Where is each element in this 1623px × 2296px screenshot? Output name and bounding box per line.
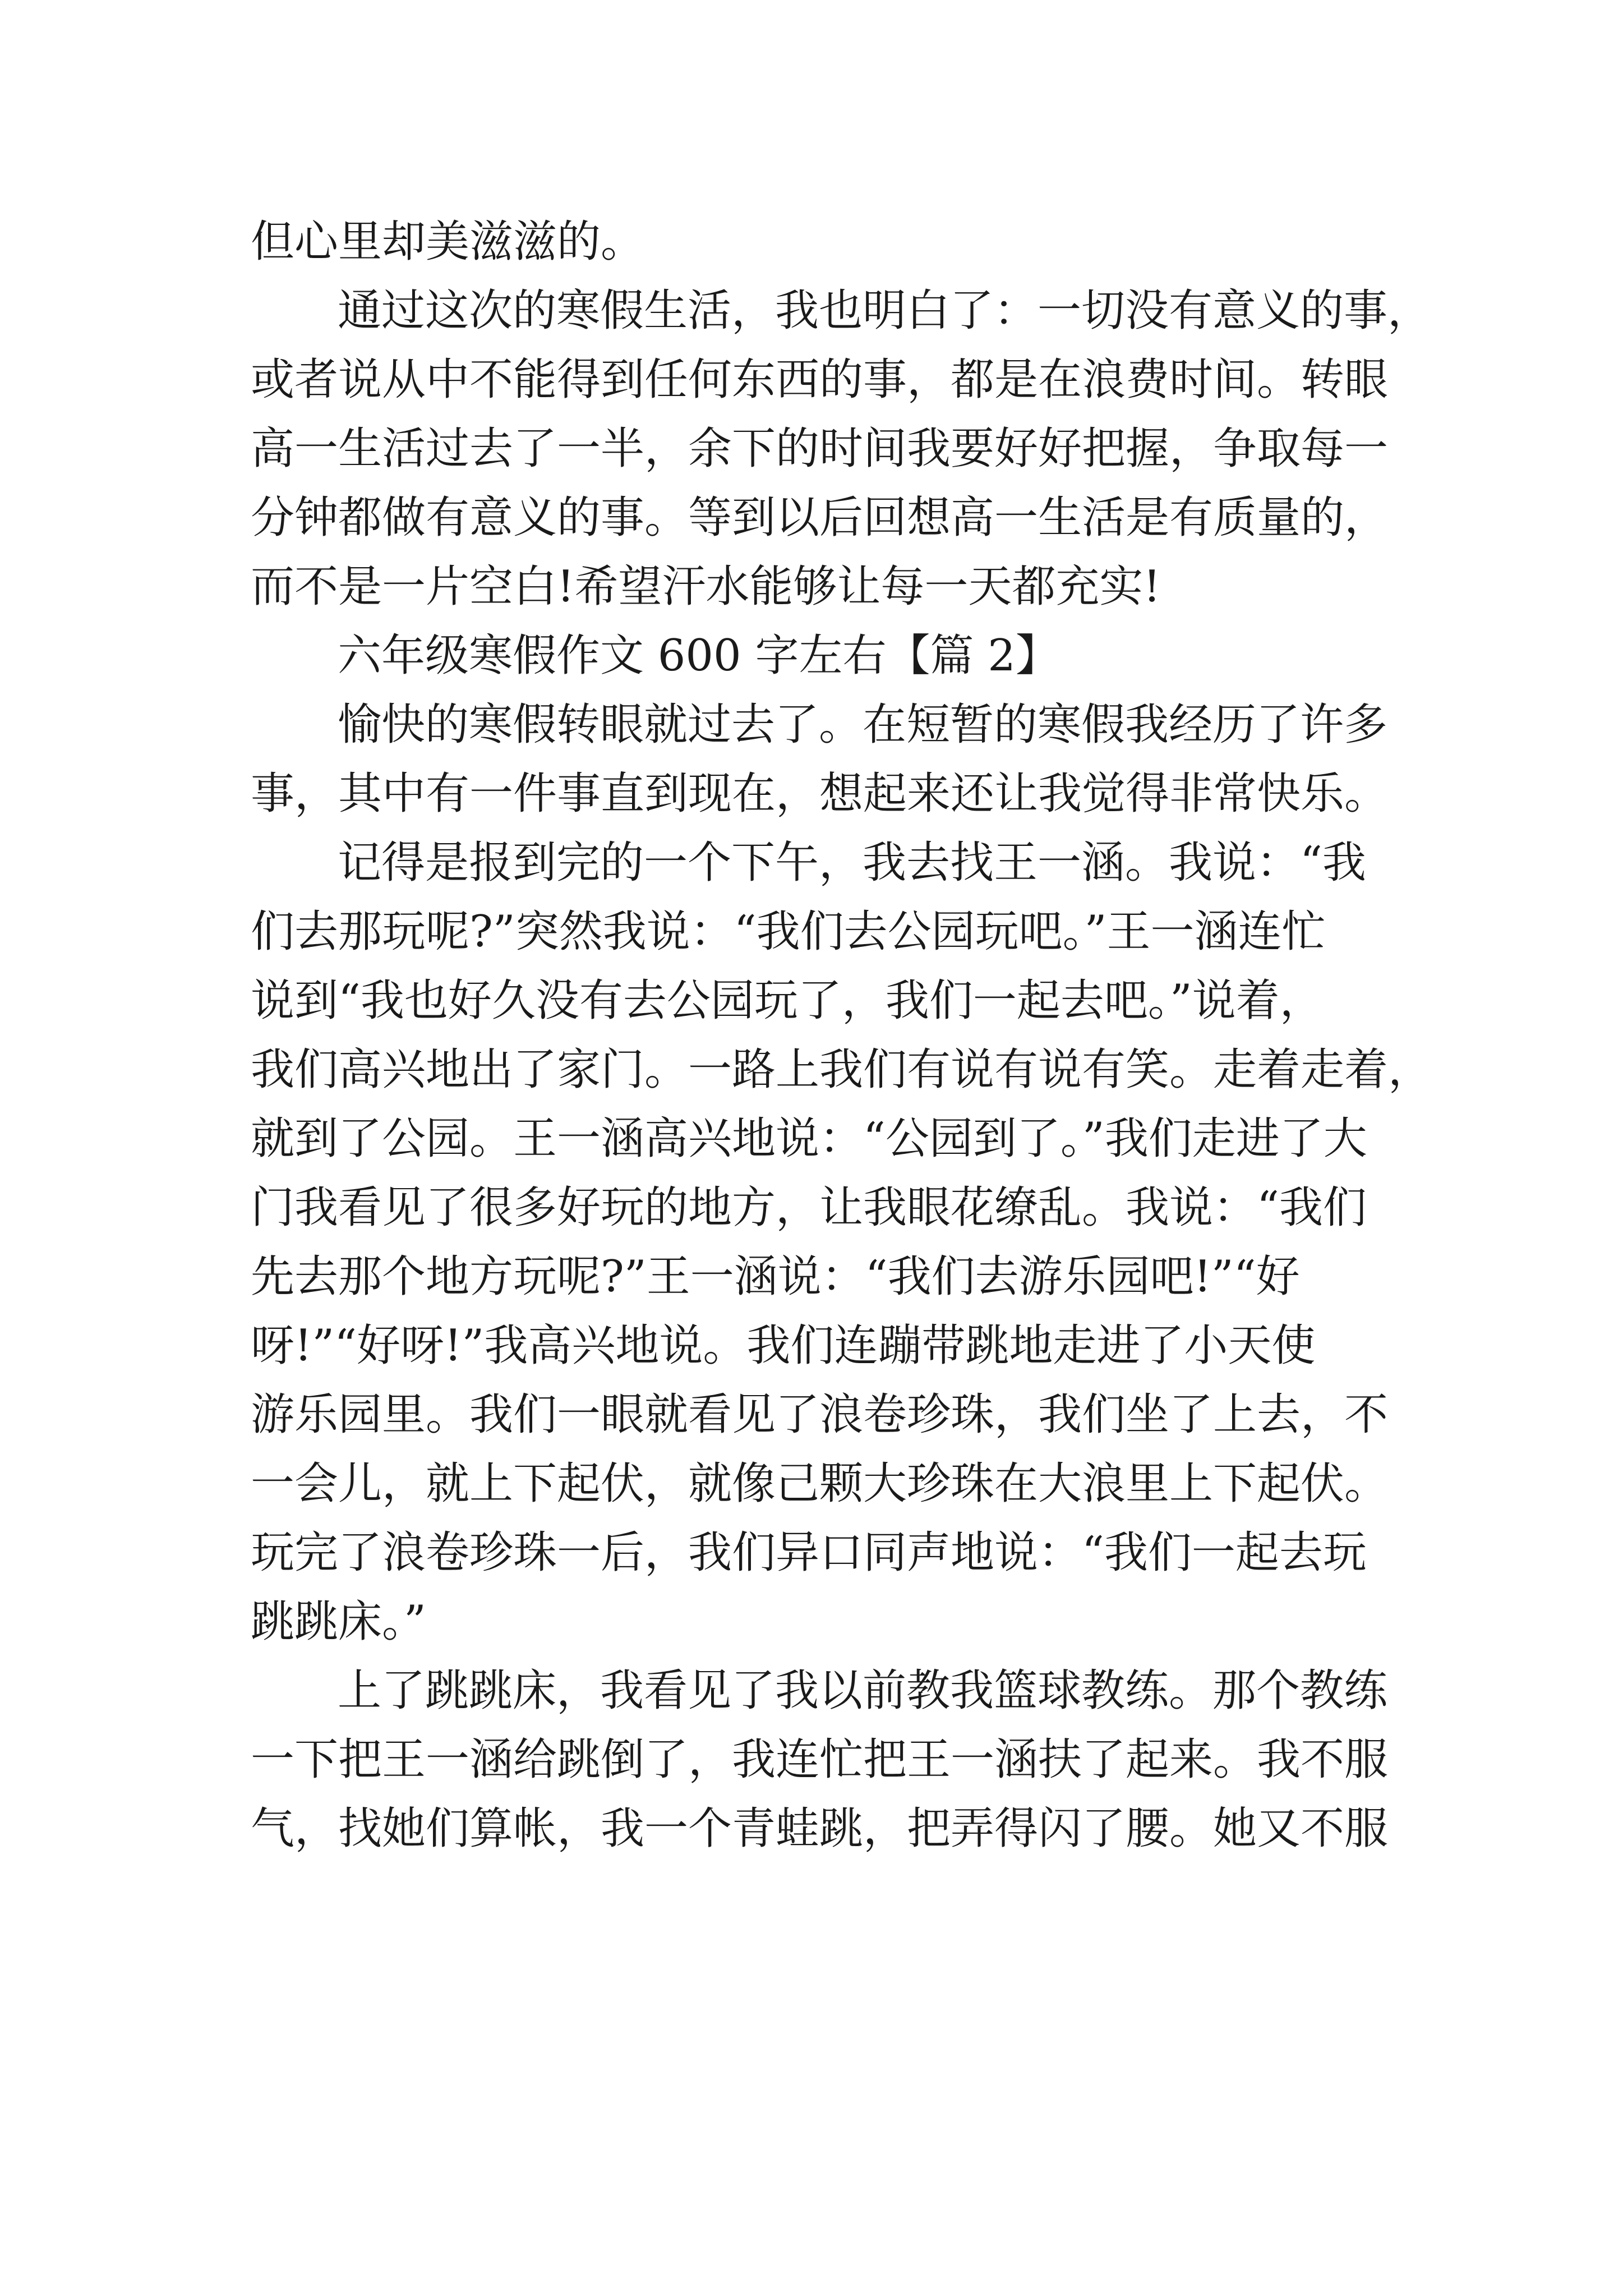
text-line: 但心里却美滋滋的。 (251, 217, 645, 267)
text-line: 一下把王一涵给跳倒了，我连忙把王一涵扶了起来。我不服 (251, 1734, 1389, 1785)
text-line: 呀!”“好呀!”我高兴地说。我们连蹦带跳地走进了小天使 (251, 1320, 1316, 1371)
text-line: 分钟都做有意义的事。等到以后回想高一生活是有质量的， (251, 493, 1389, 543)
text-line: 游乐园里。我们一眼就看见了浪卷珍珠，我们坐了上去，不 (251, 1389, 1389, 1440)
section-heading: 六年级寒假作文 600 字左右【篇 2】 (338, 631, 1059, 681)
text-line: 玩完了浪卷珍珠一后，我们异口同声地说：“我们一起去玩 (251, 1527, 1367, 1578)
text-line: 先去那个地方玩呢?”王一涵说：“我们去游乐园吧!”“好 (251, 1251, 1300, 1302)
text-line: 就到了公园。王一涵高兴地说：“公园到了。”我们走进了大 (251, 1114, 1367, 1164)
text-line: 通过这次的寒假生活，我也明白了：一切没有意义的事， (338, 286, 1432, 336)
text-line: 们去那玩呢?”突然我说：“我们去公园玩吧。”王一涵连忙 (251, 907, 1326, 957)
text-line: 门我看见了很多好玩的地方，让我眼花缭乱。我说：“我们 (251, 1182, 1367, 1233)
text-line: 上了跳跳床，我看见了我以前教我篮球教练。那个教练 (338, 1665, 1388, 1716)
text-line: 或者说从中不能得到任何东西的事，都是在浪费时间。转眼 (251, 355, 1389, 405)
text-line: 事，其中有一件事直到现在，想起来还让我觉得非常快乐。 (251, 769, 1389, 819)
text-line: 跳跳床。” (251, 1596, 426, 1647)
text-line: 高一生活过去了一半，余下的时间我要好好把握，争取每一 (251, 424, 1389, 474)
text-line: 气，找她们算帐，我一个青蛙跳，把弄得闪了腰。她又不服 (251, 1803, 1389, 1854)
text-line: 记得是报到完的一个下午，我去找王一涵。我说：“我 (338, 838, 1366, 888)
text-line: 说到“我也好久没有去公园玩了，我们一起去吧。”说着， (251, 976, 1324, 1026)
text-line: 我们高兴地出了家门。一路上我们有说有说有笑。走着走着， (251, 1045, 1432, 1095)
text-line: 而不是一片空白!希望汗水能够让每一天都充实! (251, 562, 1161, 612)
text-line: 一会儿，就上下起伏，就像己颗大珍珠在大浪里上下起伏。 (251, 1458, 1389, 1509)
document-body (251, 208, 1432, 1864)
text-line: 愉快的寒假转眼就过去了。在短暂的寒假我经历了许多 (338, 700, 1388, 750)
